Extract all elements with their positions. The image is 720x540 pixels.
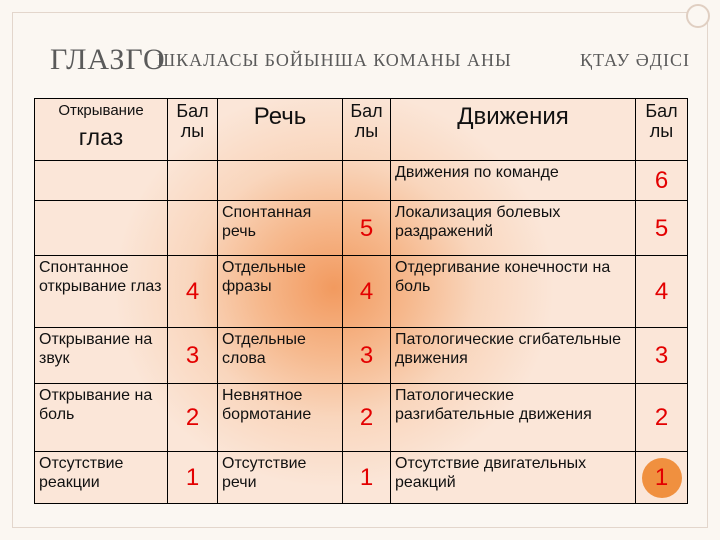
header-eyes [35, 99, 168, 161]
speech-score-cell: 2 [343, 384, 391, 452]
movement-score-cell: 4 [636, 256, 688, 328]
glasgow-scale-table [34, 98, 688, 504]
movement-score-cell: 5 [636, 201, 688, 256]
speech-cell: Отсутствие речи [218, 452, 343, 504]
speech-score-cell: 3 [343, 328, 391, 384]
speech-score-cell: 5 [343, 201, 391, 256]
title-part-3: ҚТАУ ӘДІСІ [580, 50, 691, 70]
speech-cell: Отдельные слова [218, 328, 343, 384]
table-row [35, 328, 688, 384]
movement-score-cell: 6 [636, 161, 688, 201]
eye-cell: Отсутствие реакции [35, 452, 168, 504]
speech-score-cell: 1 [343, 452, 391, 504]
movement-cell: Патологические сгибательные движения [391, 328, 636, 384]
movement-cell: Движения по команде [391, 161, 636, 201]
table-row [35, 384, 688, 452]
movement-score-cell: 3 [636, 328, 688, 384]
movement-cell: Отдергивание конечности на боль [391, 256, 636, 328]
movement-score-cell: 2 [636, 384, 688, 452]
header-movement-score: Бал лы [636, 99, 688, 161]
table-row [35, 256, 688, 328]
table-row [35, 161, 688, 201]
header-eyes-line2: глаз [78, 124, 124, 150]
glasgow-table-container [34, 98, 687, 503]
highlight-circle: 1 [642, 458, 682, 498]
speech-score-cell: 4 [343, 256, 391, 328]
movement-cell: Отсутствие двигательных реакций [391, 452, 636, 504]
table-row [35, 201, 688, 256]
eye-cell: Открывание на звук [35, 328, 168, 384]
slide-title [50, 40, 710, 80]
header-movement: Движения [391, 99, 636, 161]
eye-cell: Спонтанное открывание глаз [35, 256, 168, 328]
movement-cell: Локализация болевых раздражений [391, 201, 636, 256]
speech-cell: Невнятное бормотание [218, 384, 343, 452]
header-eyes-line1: Открывание [58, 102, 144, 119]
header-speech-score: Бал лы [343, 99, 391, 161]
eye-score-cell: 2 [168, 384, 218, 452]
decorative-circle [686, 4, 710, 28]
movement-score-cell-highlighted [636, 452, 688, 504]
movement-cell: Патологические разгибательные движения [391, 384, 636, 452]
header-row [35, 99, 688, 161]
eye-score-cell: 4 [168, 256, 218, 328]
speech-cell [218, 161, 343, 201]
header-eyes-score: Бал лы [168, 99, 218, 161]
eye-score-cell [168, 161, 218, 201]
speech-cell: Отдельные фразы [218, 256, 343, 328]
eye-score-cell [168, 201, 218, 256]
eye-cell [35, 201, 168, 256]
eye-cell: Открывание на боль [35, 384, 168, 452]
title-part-1: ГЛАЗГО [50, 43, 166, 76]
title-part-2: ШКАЛАСЫ БОЙЫНША КОМАНЫ АНЫ [157, 50, 512, 70]
table-row [35, 452, 688, 504]
eye-cell [35, 161, 168, 201]
header-speech: Речь [218, 99, 343, 161]
eye-score-cell: 3 [168, 328, 218, 384]
speech-score-cell [343, 161, 391, 201]
speech-cell: Спонтанная речь [218, 201, 343, 256]
eye-score-cell: 1 [168, 452, 218, 504]
